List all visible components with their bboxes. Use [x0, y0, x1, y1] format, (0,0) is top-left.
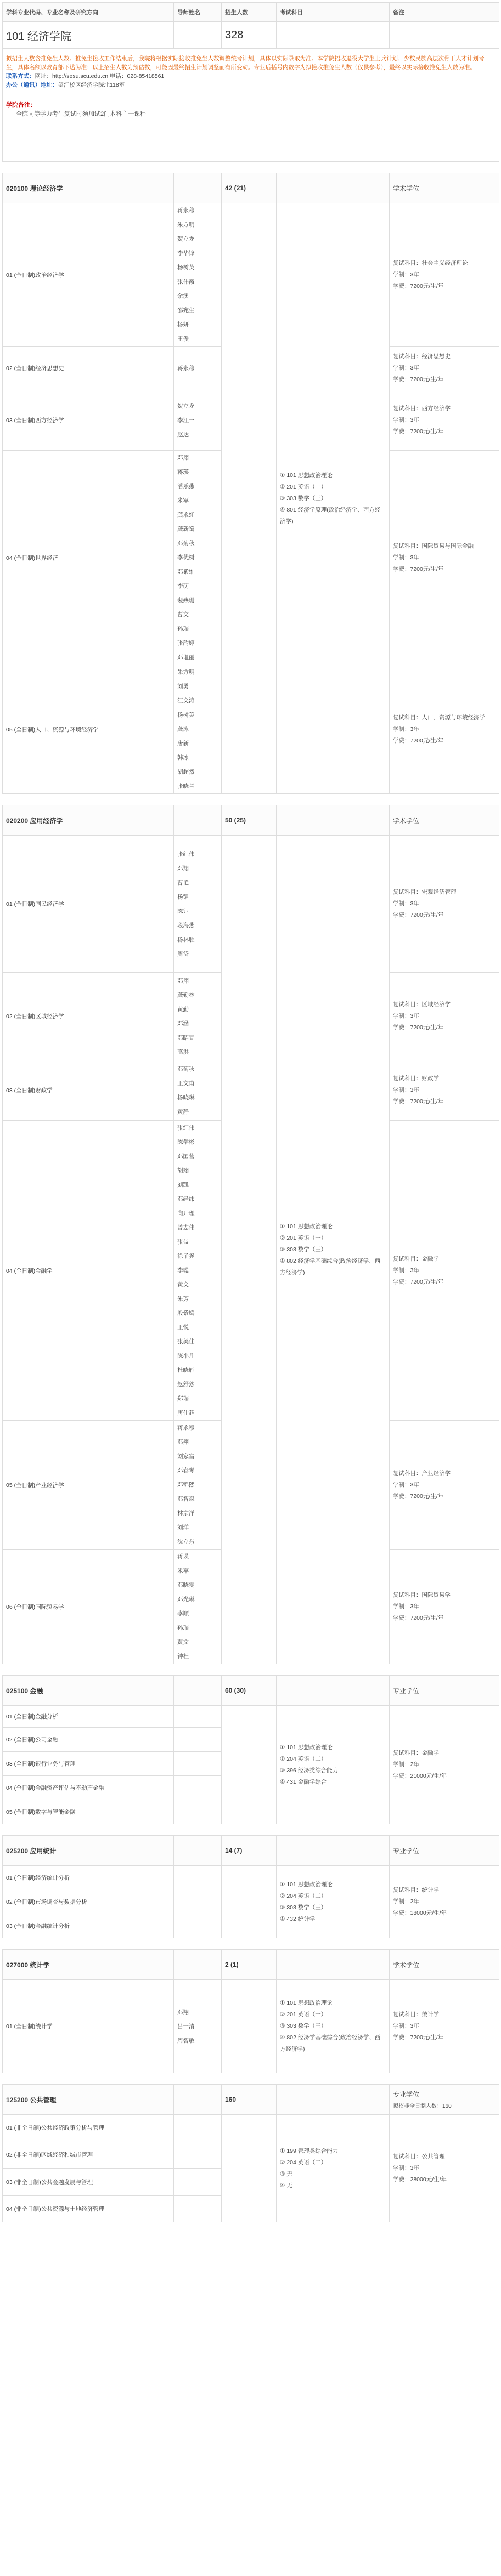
teacher-name: 张红伟 — [177, 1125, 195, 1131]
direction-row — [3, 203, 499, 347]
teacher-name: 邓翔 — [177, 1439, 189, 1445]
remark-line: 复试科目：国际贸易与国际金融 — [393, 542, 474, 549]
teacher-list — [174, 836, 222, 973]
exam-subject: ④ 802 经济学基础综合(政治经济学、西方经济学) — [280, 2034, 381, 2052]
exam-subjects — [277, 203, 390, 794]
teacher-name: 潘乐燕 — [177, 483, 195, 490]
teacher-name: 陈学彬 — [177, 1139, 195, 1145]
remark-line: 复试科目：宏观经济管理 — [393, 889, 457, 895]
direction-row — [3, 1980, 499, 2073]
exam-subject: ① 101 思想政治理论 — [280, 1744, 333, 1751]
teacher-list — [174, 2141, 222, 2169]
teacher-name: 刘凯 — [177, 1182, 189, 1188]
teacher-name: 陈小凡 — [177, 1353, 195, 1359]
teacher-list — [174, 2115, 222, 2141]
teacher-name: 杨妍 — [177, 321, 189, 328]
major-name: 025100 金融 — [3, 1676, 174, 1706]
section-spacer — [3, 162, 499, 173]
degree-type-label: 专业学位 — [393, 1687, 420, 1695]
teacher-name: 蒋瑛 — [177, 469, 189, 475]
teacher-list — [174, 1728, 222, 1752]
contact-label: 联系方式： — [6, 73, 35, 80]
remark-line: 复试科目：统计学 — [393, 1887, 439, 1893]
exam-subjects — [277, 836, 390, 1664]
direction-name: 01 (全日制)统计学 — [3, 1980, 174, 2073]
remark-line: 学费：28000元/生/年 — [393, 2176, 447, 2183]
teacher-name: 黄静 — [177, 1108, 189, 1115]
major-count: 160 — [222, 2085, 277, 2115]
teacher-list — [174, 347, 222, 390]
remark-line: 学制：3年 — [393, 2023, 419, 2029]
degree-type — [390, 1836, 499, 1866]
teacher-name: 胡翊 — [177, 1167, 189, 1174]
teacher-name: 沈立东 — [177, 1539, 195, 1545]
remark-line: 学制：3年 — [393, 1267, 419, 1274]
teacher-name: 邓经纬 — [177, 1196, 195, 1202]
exam-subject: ② 201 英语（一） — [280, 1234, 327, 1241]
teacher-name: 蒋永穆 — [177, 1425, 195, 1431]
remark-line: 学费：7200元/生/年 — [393, 428, 444, 435]
direction-remark — [390, 1550, 499, 1664]
teacher-name: 向开理 — [177, 1210, 195, 1217]
remark-line: 复试科目：国际贸易学 — [393, 1591, 451, 1598]
catalog-page — [2, 2, 499, 2222]
teacher-name: 杜晓雁 — [177, 1367, 195, 1374]
teacher-name: 米军 — [177, 1568, 189, 1574]
teacher-name: 张美佳 — [177, 1338, 195, 1345]
direction-row — [3, 2115, 499, 2141]
direction-name: 03 (全日制)财政学 — [3, 1060, 174, 1121]
teacher-name: 张益 — [177, 1239, 189, 1245]
remark-line: 学费：7200元/生/年 — [393, 1098, 444, 1105]
teacher-name: 朱芳 — [177, 1296, 189, 1302]
direction-name: 02 (全日制)经济思想史 — [3, 347, 174, 390]
degree-type — [390, 1676, 499, 1706]
remark-line: 学制：3年 — [393, 725, 419, 733]
direction-name: 03 (非全日制)公共金融发展与管理 — [3, 2169, 174, 2196]
teacher-name: 钟杜 — [177, 1653, 189, 1660]
remark-line: 学制：3年 — [393, 417, 419, 423]
teacher-name: 杨树英 — [177, 712, 195, 718]
exam-subjects — [277, 1706, 390, 1824]
major-name: 020200 应用经济学 — [3, 805, 174, 836]
teacher-name: 贺立龙 — [177, 402, 195, 410]
exam-subject: ① 101 思想政治理论 — [280, 1881, 333, 1888]
major-count: 60 (30) — [222, 1676, 277, 1706]
direction-remark — [390, 1980, 499, 2073]
school-name: 101 经济学院 — [3, 22, 174, 49]
teacher-name: 邓光琳 — [177, 1596, 195, 1603]
header-remark: 备注 — [390, 3, 499, 22]
major-name: 027000 统计学 — [3, 1950, 174, 1980]
teacher-list — [174, 665, 222, 794]
direction-row — [3, 836, 499, 973]
major-count: 2 (1) — [222, 1950, 277, 1980]
teacher-name: 邓翔 — [177, 2008, 189, 2016]
teacher-name: 邓晓雯 — [177, 1582, 195, 1588]
teacher-name: 韩冰 — [177, 754, 189, 761]
teacher-name: 邓菊秋 — [177, 1065, 195, 1073]
degree-type-label: 学术学位 — [393, 816, 420, 825]
teacher-name: 曾志伟 — [177, 1224, 195, 1231]
direction-remark — [390, 390, 499, 451]
exam-subject: ③ 303 数学（三） — [280, 1904, 327, 1911]
remark-line: 学费：7200元/生/年 — [393, 1614, 444, 1621]
remark-line: 学费：7200元/生/年 — [393, 1493, 444, 1500]
teacher-name: 曹文 — [177, 611, 189, 618]
direction-remark — [390, 1121, 499, 1421]
exam-subjects — [277, 1866, 390, 1938]
teacher-name: 孙瑞 — [177, 626, 189, 632]
section-spacer — [3, 794, 499, 805]
exam-subject: ④ 无 — [280, 2182, 292, 2189]
teacher-list — [174, 451, 222, 665]
exam-subject: ③ 303 数学（三） — [280, 495, 327, 502]
remark-line: 学制：3年 — [393, 1013, 419, 1019]
exam-subject: ③ 303 数学（三） — [280, 1246, 327, 1253]
remark-line: 学制：3年 — [393, 1481, 419, 1488]
teacher-name: 刘家富 — [177, 1453, 195, 1460]
teacher-list — [174, 1800, 222, 1824]
teacher-name: 邵宛生 — [177, 307, 195, 314]
direction-remark — [390, 1866, 499, 1938]
teacher-name: 李顺 — [177, 1610, 189, 1617]
direction-remark — [390, 665, 499, 794]
teacher-name: 黄文 — [177, 1281, 189, 1288]
exam-subject: ② 201 英语（一） — [280, 2011, 327, 2018]
direction-name: 02 (非全日制)区域经济和城市管理 — [3, 2141, 174, 2169]
exam-subject: ④ 432 统计学 — [280, 1915, 316, 1922]
remark-line: 学费：7200元/生/年 — [393, 282, 444, 290]
teacher-name: 黄勤 — [177, 1006, 189, 1013]
teacher-name: 贺立龙 — [177, 236, 195, 242]
teacher-name: 贾文 — [177, 1639, 189, 1646]
teacher-name: 蒋永穆 — [177, 207, 195, 214]
teacher-name: 邓国营 — [177, 1153, 195, 1160]
teacher-name: 张伟霞 — [177, 279, 195, 285]
teacher-name: 邓翔 — [177, 455, 189, 461]
teacher-name: 邓昭宣 — [177, 1034, 195, 1041]
header-row — [3, 3, 499, 22]
direction-remark — [390, 2115, 499, 2222]
teacher-name: 王文甫 — [177, 1080, 195, 1087]
section-spacer — [3, 2073, 499, 2085]
direction-remark — [390, 203, 499, 347]
major-name: 125200 公共管理 — [3, 2085, 174, 2115]
teacher-list — [174, 1421, 222, 1550]
exam-subject: ① 199 管理类综合能力 — [280, 2147, 339, 2154]
direction-name: 06 (全日制)国际贸易学 — [3, 1550, 174, 1664]
direction-remark — [390, 1706, 499, 1824]
exam-subject: ② 201 英语（一） — [280, 483, 327, 490]
teacher-name: 邓智森 — [177, 1496, 195, 1502]
teacher-list — [174, 1060, 222, 1121]
direction-name: 02 (全日制)公司金融 — [3, 1728, 174, 1752]
teacher-name: 张红伟 — [177, 850, 195, 858]
remark-line: 复试科目：产业经济学 — [393, 1469, 451, 1477]
remark-line: 学费：18000元/生/年 — [393, 1910, 447, 1916]
contact-text[interactable]: 网址：http://sesu.scu.edu.cn 电话：028-85418561 — [35, 73, 165, 80]
exam-subject: ① 101 思想政治理论 — [280, 2000, 333, 2006]
remark-line: 复试科目：区域经济学 — [393, 1001, 451, 1008]
section-spacer — [3, 1938, 499, 1950]
teacher-name: 江文涛 — [177, 697, 195, 704]
direction-row — [3, 1706, 499, 1728]
direction-name: 02 (全日制)市场调查与数据分析 — [3, 1890, 174, 1914]
teacher-name: 高洪 — [177, 1048, 189, 1056]
major-row — [3, 1836, 499, 1866]
teacher-name: 唐新 — [177, 740, 189, 747]
teacher-name: 邓锦熙 — [177, 1482, 195, 1488]
catalog-table — [2, 2, 499, 2222]
teacher-name: 蒋瑛 — [177, 1553, 189, 1560]
teacher-name: 邓翔 — [177, 865, 189, 872]
teacher-list — [174, 1550, 222, 1664]
teacher-name: 杨林胜 — [177, 936, 195, 943]
direction-remark — [390, 1060, 499, 1121]
parttime-note: 拟招非全日制人数：160 — [393, 2103, 452, 2109]
header-teacher: 导师姓名 — [174, 3, 222, 22]
major-count: 50 (25) — [222, 805, 277, 836]
teacher-name: 杨晓琳 — [177, 1094, 195, 1101]
teacher-name: 孙瑞 — [177, 1625, 189, 1631]
direction-remark — [390, 1421, 499, 1550]
office-label: 办公（通讯）地址： — [6, 82, 58, 88]
direction-name: 04 (非全日制)公共资源与土地经济管理 — [3, 2196, 174, 2222]
teacher-name: 李江一 — [177, 417, 195, 424]
teacher-name: 杨树英 — [177, 264, 195, 271]
teacher-list — [174, 1980, 222, 2073]
degree-type-label: 学术学位 — [393, 184, 420, 192]
remark-line: 学制：3年 — [393, 365, 419, 371]
exam-subjects — [277, 1980, 390, 2073]
direction-name: 01 (非全日制)公共经济政策分析与管理 — [3, 2115, 174, 2141]
degree-type-label: 学术学位 — [393, 1961, 420, 1969]
remark-line: 学费：7200元/生/年 — [393, 912, 444, 918]
teacher-name: 殷紫嫣 — [177, 1310, 195, 1317]
remark-line: 学费：7200元/生/年 — [393, 565, 444, 572]
teacher-name: 米军 — [177, 497, 189, 504]
teacher-list — [174, 390, 222, 451]
remark-line: 学制：3年 — [393, 554, 419, 561]
school-count: 328 — [222, 22, 277, 49]
teacher-name: 蒋永穆 — [177, 365, 195, 372]
teacher-name: 杨镭 — [177, 893, 189, 900]
major-row — [3, 1676, 499, 1706]
direction-name: 05 (全日制)数字与智能金融 — [3, 1800, 174, 1824]
teacher-list — [174, 1121, 222, 1421]
remark-line: 复试科目：社会主义经济理论 — [393, 259, 468, 266]
teacher-name: 周智敏 — [177, 2037, 195, 2044]
teacher-name: 郑瑞 — [177, 1395, 189, 1402]
remark-line: 复试科目：经济思想史 — [393, 353, 451, 360]
direction-name: 05 (全日制)产业经济学 — [3, 1421, 174, 1550]
office-text: 望江校区经济学院北118室 — [58, 82, 125, 88]
exam-subject: ③ 303 数学（三） — [280, 2023, 327, 2029]
exam-subject: ① 101 思想政治理论 — [280, 472, 333, 479]
direction-name: 01 (全日制)政治经济学 — [3, 203, 174, 347]
school-row — [3, 22, 499, 49]
exam-subject: ② 204 英语（二） — [280, 2159, 327, 2166]
teacher-list — [174, 2169, 222, 2196]
teacher-name: 龚新蜀 — [177, 526, 195, 532]
direction-name: 01 (全日制)国民经济学 — [3, 836, 174, 973]
major-row — [3, 805, 499, 836]
teacher-list — [174, 973, 222, 1060]
degree-type-label: 专业学位 — [393, 1847, 420, 1855]
remark-line: 学费：7200元/生/年 — [393, 1278, 444, 1285]
remark-line: 复试科目：统计学 — [393, 2011, 439, 2018]
teacher-name: 林宗洋 — [177, 1510, 195, 1517]
teacher-name: 赵舒然 — [177, 1381, 195, 1388]
teacher-list — [174, 1776, 222, 1800]
direction-remark — [390, 836, 499, 973]
section-spacer — [3, 1664, 499, 1676]
teacher-name: 龚永红 — [177, 512, 195, 518]
exam-subject: ① 101 思想政治理论 — [280, 1223, 333, 1230]
school-remark-row — [3, 95, 499, 162]
teacher-name: 李聪 — [177, 1267, 189, 1274]
exam-subject: ④ 802 经济学基础综合(政治经济学、西方经济学) — [280, 1257, 381, 1276]
enrollment-note: 拟招生人数含推免生人数。推免生接收工作结束后，我院将根据实际接收推免生人数调整统考计划，具体以实际录取为准。本学院招收退役大学生士兵计划、少数民族高层次骨干人才计划考生，具体名额以教育部下达为准；以上招生人数为预估数，可能因最终招生计划调整而有所变动。专业后括号内数字为拟接收推免生人数（仅供参考），最终以实际接收推免生人数为准。 — [6, 55, 485, 71]
teacher-name: 余澳 — [177, 293, 189, 299]
direction-row — [3, 1866, 499, 1890]
teacher-list — [174, 203, 222, 347]
major-count: 42 (21) — [222, 173, 277, 203]
teacher-name: 邓春琴 — [177, 1467, 195, 1474]
teacher-name: 李优树 — [177, 554, 195, 561]
teacher-name: 刘洋 — [177, 1524, 189, 1531]
degree-type — [390, 805, 499, 836]
remark-line: 复试科目：公共管理 — [393, 2153, 445, 2160]
teacher-list — [174, 1914, 222, 1938]
school-info-row — [3, 49, 499, 95]
teacher-name: 朱方明 — [177, 222, 195, 228]
degree-type — [390, 173, 499, 203]
teacher-name: 曹艳 — [177, 879, 189, 886]
teacher-name: 张韵婷 — [177, 640, 195, 646]
remark-line: 复试科目：人口、资源与环境经济学 — [393, 714, 485, 721]
major-name: 025200 应用统计 — [3, 1836, 174, 1866]
degree-type — [390, 2085, 499, 2115]
teacher-list — [174, 1866, 222, 1890]
exam-subject: ④ 431 金融学综合 — [280, 1778, 327, 1785]
teacher-name: 王悦 — [177, 1324, 189, 1331]
major-count: 14 (7) — [222, 1836, 277, 1866]
remark-line: 学费：7200元/生/年 — [393, 737, 444, 744]
remark-line: 复试科目：金融学 — [393, 1750, 439, 1756]
teacher-name: 吕一清 — [177, 2023, 195, 2030]
remark-line: 学制：3年 — [393, 271, 419, 278]
teacher-name: 刘勇 — [177, 683, 189, 690]
teacher-name: 赵达 — [177, 431, 189, 438]
teacher-list — [174, 1706, 222, 1728]
remark-line: 复试科目：金融学 — [393, 1255, 439, 1262]
remark-line: 复试科目：西方经济学 — [393, 405, 451, 412]
direction-name: 05 (全日制)人口、资源与环境经济学 — [3, 665, 174, 794]
direction-name: 04 (全日制)金融资产评估与不动产金融 — [3, 1776, 174, 1800]
remark-line: 学费：7200元/生/年 — [393, 2034, 444, 2041]
exam-subject: ② 204 英语（二） — [280, 1892, 327, 1899]
direction-name: 01 (全日制)金融分析 — [3, 1706, 174, 1728]
direction-name: 04 (全日制)世界经济 — [3, 451, 174, 665]
teacher-name: 李萌 — [177, 583, 189, 589]
exam-subject: ② 204 英语（二） — [280, 1755, 327, 1762]
major-row — [3, 173, 499, 203]
direction-name: 04 (全日制)金融学 — [3, 1121, 174, 1421]
direction-remark — [390, 451, 499, 665]
header-major: 学科专业代码、专业名称及研究方向 — [3, 3, 174, 22]
major-row — [3, 1950, 499, 1980]
teacher-list — [174, 1890, 222, 1914]
direction-remark — [390, 347, 499, 390]
degree-type-label: 专业学位 — [393, 2091, 420, 2098]
teacher-list — [174, 2196, 222, 2222]
teacher-name: 李华锋 — [177, 250, 195, 257]
teacher-name: 邓菊秋 — [177, 540, 195, 547]
exam-subjects — [277, 2115, 390, 2222]
teacher-name: 邓涵 — [177, 1020, 189, 1027]
header-count: 招生人数 — [222, 3, 277, 22]
remark-line: 学费：21000元/生/年 — [393, 1773, 447, 1779]
remark-line: 学制：2年 — [393, 1898, 419, 1905]
remark-line: 学制：3年 — [393, 1603, 419, 1610]
teacher-name: 龚泳 — [177, 726, 189, 733]
direction-name: 01 (全日制)经济统计分析 — [3, 1866, 174, 1890]
teacher-name: 朱方明 — [177, 669, 195, 676]
teacher-name: 邓韫丽 — [177, 654, 195, 661]
direction-name: 02 (全日制)区域经济学 — [3, 973, 174, 1060]
direction-name: 03 (全日制)银行业务与管理 — [3, 1752, 174, 1776]
remark-line: 复试科目：财政学 — [393, 1075, 439, 1082]
remark-line: 学制：3年 — [393, 900, 419, 907]
teacher-name: 裴燕珊 — [177, 597, 195, 604]
direction-name: 03 (全日制)金融统计分析 — [3, 1914, 174, 1938]
teacher-name: 邓紫维 — [177, 569, 195, 575]
remark-line: 学费：7200元/生/年 — [393, 376, 444, 383]
remark-text: 全院同等学力考生复试时须加试2门本科主干课程 — [16, 111, 147, 117]
degree-type — [390, 1950, 499, 1980]
direction-remark — [390, 973, 499, 1060]
remark-line: 学制：3年 — [393, 1087, 419, 1093]
teacher-name: 邓翔 — [177, 977, 189, 984]
teacher-name: 徐子尧 — [177, 1253, 195, 1259]
remark-line: 学费：7200元/生/年 — [393, 1024, 444, 1031]
section-spacer — [3, 1824, 499, 1836]
major-row — [3, 2085, 499, 2115]
remark-line: 学制：3年 — [393, 2165, 419, 2171]
remark-label: 学院备注： — [6, 102, 36, 109]
teacher-list — [174, 1752, 222, 1776]
exam-subject: ③ 396 经济类综合能力 — [280, 1767, 339, 1774]
major-name: 020100 理论经济学 — [3, 173, 174, 203]
teacher-name: 周岱 — [177, 950, 189, 957]
direction-name: 03 (全日制)西方经济学 — [3, 390, 174, 451]
teacher-name: 唐仕芯 — [177, 1410, 195, 1416]
teacher-name: 胡超然 — [177, 769, 195, 775]
remark-line: 学制：2年 — [393, 1761, 419, 1768]
teacher-name: 段海燕 — [177, 922, 195, 929]
header-subjects: 考试科目 — [277, 3, 390, 22]
teacher-name: 陈钰 — [177, 907, 189, 915]
teacher-name: 龚勤林 — [177, 991, 195, 998]
exam-subject: ③ 无 — [280, 2170, 292, 2177]
teacher-name: 王俊 — [177, 336, 189, 342]
teacher-name: 张晓兰 — [177, 783, 195, 790]
exam-subject: ④ 801 经济学原理(政治经济学、西方经济学) — [280, 506, 381, 525]
